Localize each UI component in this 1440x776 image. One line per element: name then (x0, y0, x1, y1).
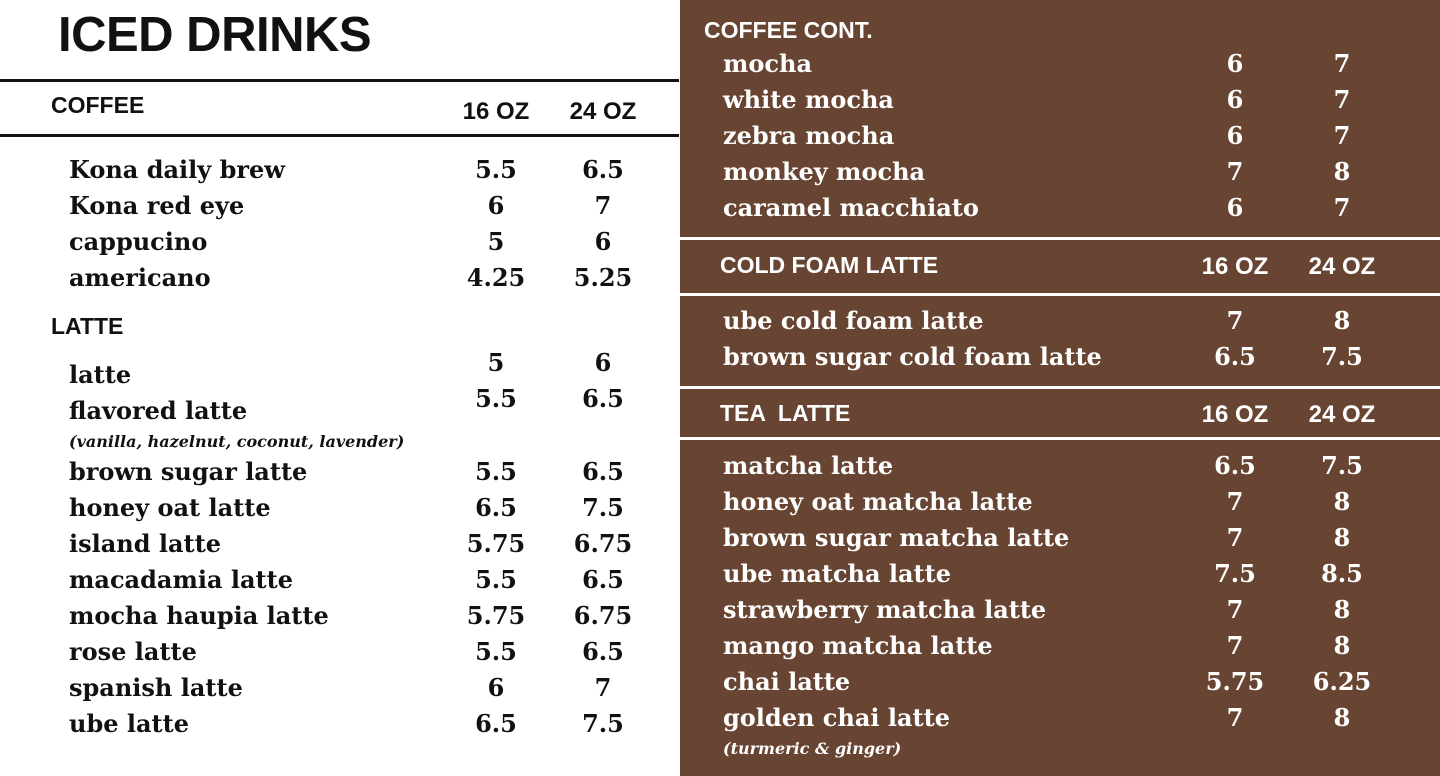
menu-item-name: Kona daily brew (69, 155, 285, 184)
coffee-bottom-divider (0, 134, 679, 137)
price-16oz: 5.5 (475, 384, 517, 413)
price-24oz: 6.5 (582, 637, 624, 666)
price-16oz: 7 (1226, 157, 1244, 186)
coffee-cont-heading: COFFEE CONT. (704, 17, 873, 43)
price-16oz: 5.75 (466, 529, 526, 558)
price-16oz: 6 (487, 191, 505, 220)
price-24oz: 6 (594, 348, 612, 377)
menu-item-name: spanish latte (69, 673, 243, 702)
price-24oz: 6.5 (582, 155, 624, 184)
price-16oz: 5.75 (1205, 667, 1265, 696)
price-16oz: 6 (1226, 85, 1244, 114)
menu-item-name: matcha latte (723, 451, 894, 480)
menu-item-name: brown sugar matcha latte (723, 523, 1070, 552)
price-16oz: 6.5 (1214, 342, 1256, 371)
price-16oz: 7 (1226, 595, 1244, 624)
menu-item-name: honey oat latte (69, 493, 271, 522)
menu-item-name: mango matcha latte (723, 631, 993, 660)
menu-item-name: americano (69, 263, 211, 292)
coffee-top-divider (0, 79, 679, 82)
price-16oz: 6.5 (1214, 451, 1256, 480)
price-24oz: 8 (1333, 631, 1351, 660)
menu-item-name: mocha haupia latte (69, 601, 329, 630)
tea-latte-col-16oz: 16 OZ (1201, 401, 1269, 428)
golden-chai-note: (turmeric & ginger) (723, 739, 902, 758)
price-16oz: 6 (1226, 193, 1244, 222)
price-24oz: 6.5 (582, 384, 624, 413)
price-16oz: 7.5 (1214, 559, 1256, 588)
tea-latte-heading: TEA LATTE (720, 400, 851, 426)
price-16oz: 5.5 (475, 457, 517, 486)
tea-latte-top-divider (680, 386, 1440, 389)
price-16oz: 5.5 (475, 565, 517, 594)
menu-item-name: zebra mocha (723, 121, 895, 150)
right-menu-panel (680, 0, 1440, 776)
price-16oz: 6 (1226, 121, 1244, 150)
price-16oz: 5.5 (475, 637, 517, 666)
price-16oz: 5 (487, 227, 505, 256)
price-24oz: 8 (1333, 595, 1351, 624)
coffee-col-24oz: 24 OZ (569, 98, 637, 125)
price-24oz: 8.5 (1321, 559, 1363, 588)
price-24oz: 7 (1333, 121, 1351, 150)
cold-foam-bottom-divider (680, 293, 1440, 296)
price-24oz: 7.5 (1321, 342, 1363, 371)
price-16oz: 6 (1226, 49, 1244, 78)
menu-item-name: latte (69, 360, 132, 389)
tea-latte-bottom-divider (680, 437, 1440, 440)
menu-item-name: brown sugar latte (69, 457, 308, 486)
price-24oz: 8 (1333, 703, 1351, 732)
price-16oz: 7 (1226, 523, 1244, 552)
price-24oz: 7 (1333, 193, 1351, 222)
price-16oz: 5.5 (475, 155, 517, 184)
cold-foam-col-24oz: 24 OZ (1308, 253, 1376, 280)
menu-item-name: ube cold foam latte (723, 306, 984, 335)
price-24oz: 6.75 (573, 601, 633, 630)
coffee-col-16oz: 16 OZ (462, 98, 530, 125)
flavor-options-note: (vanilla, hazelnut, coconut, lavender) (69, 432, 405, 451)
menu-item-name: Kona red eye (69, 191, 245, 220)
menu-item-name: rose latte (69, 637, 197, 666)
price-24oz: 6 (594, 227, 612, 256)
price-24oz: 6.75 (573, 529, 633, 558)
price-16oz: 4.25 (466, 263, 526, 292)
price-24oz: 8 (1333, 523, 1351, 552)
cold-foam-heading: COLD FOAM LATTE (720, 252, 939, 278)
coffee-heading: COFFEE (51, 92, 145, 118)
price-16oz: 6.5 (475, 493, 517, 522)
latte-heading: LATTE (51, 313, 124, 339)
menu-item-name: cappucino (69, 227, 208, 256)
menu-item-name: strawberry matcha latte (723, 595, 1047, 624)
price-24oz: 7.5 (582, 709, 624, 738)
price-16oz: 7 (1226, 487, 1244, 516)
menu-item-name: chai latte (723, 667, 851, 696)
menu-item-name: white mocha (723, 85, 894, 114)
price-16oz: 5 (487, 348, 505, 377)
menu-item-name: island latte (69, 529, 221, 558)
price-24oz: 8 (1333, 157, 1351, 186)
menu-item-name: macadamia latte (69, 565, 293, 594)
tea-latte-col-24oz: 24 OZ (1308, 401, 1376, 428)
price-24oz: 6.5 (582, 565, 624, 594)
price-16oz: 6 (487, 673, 505, 702)
cold-foam-col-16oz: 16 OZ (1201, 253, 1269, 280)
price-24oz: 5.25 (573, 263, 633, 292)
price-24oz: 7 (594, 673, 612, 702)
price-24oz: 7.5 (582, 493, 624, 522)
menu-item-name: brown sugar cold foam latte (723, 342, 1102, 371)
menu-item-name: ube latte (69, 709, 189, 738)
cold-foam-top-divider (680, 237, 1440, 240)
price-24oz: 8 (1333, 306, 1351, 335)
price-16oz: 5.75 (466, 601, 526, 630)
menu-item-name: mocha (723, 49, 813, 78)
menu-item-name: honey oat matcha latte (723, 487, 1033, 516)
page-title: ICED DRINKS (58, 8, 372, 62)
price-24oz: 8 (1333, 487, 1351, 516)
price-24oz: 7 (1333, 49, 1351, 78)
price-16oz: 7 (1226, 703, 1244, 732)
menu-item-name: caramel macchiato (723, 193, 979, 222)
price-24oz: 7.5 (1321, 451, 1363, 480)
price-24oz: 7 (594, 191, 612, 220)
price-16oz: 7 (1226, 306, 1244, 335)
price-24oz: 6.25 (1312, 667, 1372, 696)
price-16oz: 7 (1226, 631, 1244, 660)
menu-item-name: ube matcha latte (723, 559, 951, 588)
price-16oz: 6.5 (475, 709, 517, 738)
menu-item-name: flavored latte (69, 396, 248, 425)
price-24oz: 6.5 (582, 457, 624, 486)
menu-item-name: golden chai latte (723, 703, 950, 732)
price-24oz: 7 (1333, 85, 1351, 114)
menu-item-name: monkey mocha (723, 157, 926, 186)
